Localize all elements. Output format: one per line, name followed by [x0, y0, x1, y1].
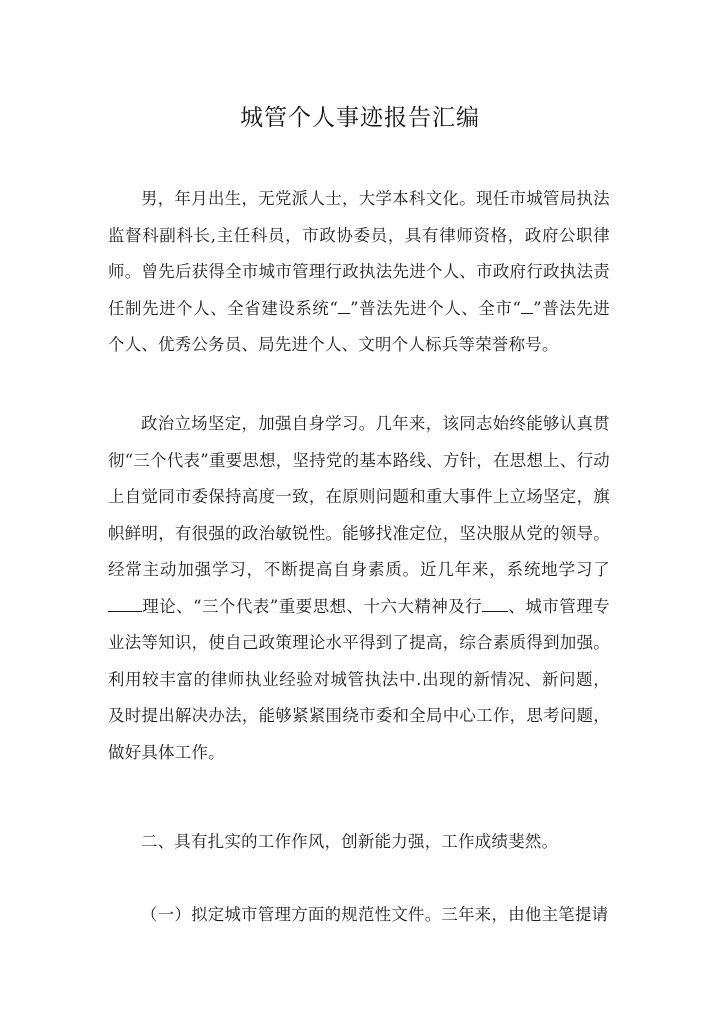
fill-in-blank [108, 596, 142, 613]
paragraph-political-stance [108, 406, 610, 771]
fill-in-blank [338, 298, 350, 315]
paragraph-text: 男，年月出生，无党派人士，大学本科文化。现任市城管局执法监督科副科长,主任科员，市政协委员，具有律师资格，政府公职律师。曾先后获得全市城市管理行政执法先进个人、市政府行政执法责任制先进个人、全省建设系统“ [108, 189, 610, 318]
paragraph-text: 政治立场坚定，加强自身学习。几年来，该同志始终能够认真贯彻“三个代表”重要思想，坚持党的基本路线、方针，在思想上、行动上自觉同市委保持高度一致，在原则问题和重大事件上立场坚定，旗帜鲜明，有很强的政治敏锐性。能够找准定位，坚决服从党的领导。经常主动加强学习，不断提高自身素质。近几年来，系统地学习了 [108, 414, 610, 579]
paragraph-text: 理论、“三个代表”重要思想、十六大精神及行 [142, 596, 483, 616]
fill-in-blank [521, 298, 533, 315]
paragraph-profile [108, 181, 610, 364]
paragraph-subsection-one: （一）拟定城市管理方面的规范性文件。三年来，由他主笔提请 [141, 905, 609, 924]
section-heading-two: 二、具有扎实的工作作风，创新能力强，工作成绩斐然。 [141, 832, 559, 851]
paragraph-text: ”普法先进个人、全市“ [350, 298, 522, 318]
paragraph-text: ”普法先进个人、优秀公务员、局先进个人、文明个人标兵等荣誉称号。 [108, 298, 610, 354]
paragraph-text: 、城市管理专业法等知识，使自己政策理论水平得到了提高，综合素质得到加强。利用较丰富的律师执业经验对城管执法中.出现的新情况、新问题，及时提出解决办法，能够紧紧围绕市委和全局中心工作，思考问题，做好具体工作。 [108, 596, 610, 762]
document-title: 城管个人事迹报告汇编 [240, 105, 480, 131]
fill-in-blank [482, 596, 508, 613]
